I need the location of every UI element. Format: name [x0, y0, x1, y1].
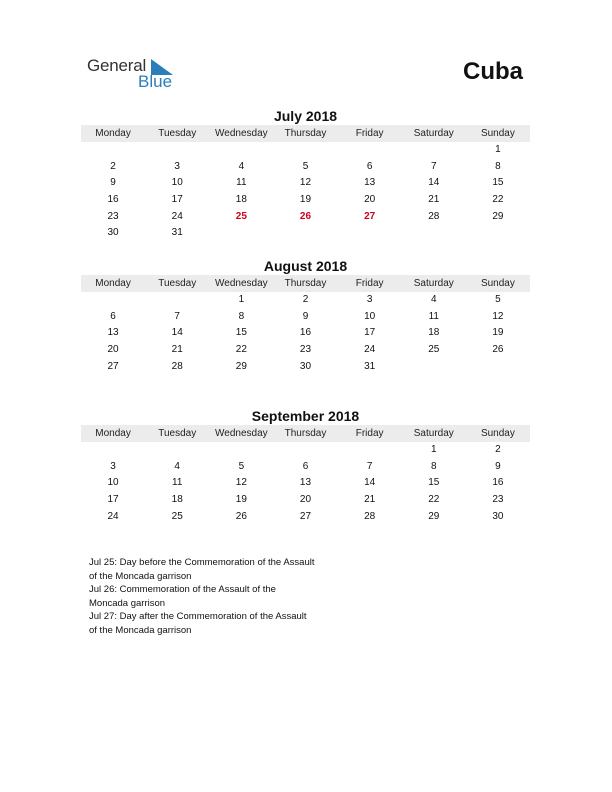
day-cell: 17 [364, 327, 376, 339]
holiday-note-line: of the Moncada garrison [89, 570, 192, 582]
day-cell [466, 225, 530, 242]
day-cell: 3 [366, 294, 373, 305]
day-cell: 6 [366, 160, 373, 172]
day-cell: 29 [235, 360, 247, 372]
day-cell: 22 [492, 194, 504, 206]
logo-general-text: General [87, 56, 147, 75]
weekday-label: Friday [355, 278, 384, 289]
weekday-label: Thursday [284, 428, 327, 439]
week-row [81, 192, 530, 209]
week-row [81, 225, 530, 242]
holiday-note-line: Moncada garrison [89, 597, 166, 609]
week-row [81, 342, 530, 359]
day-cell: 3 [174, 160, 180, 172]
day-cell: 22 [428, 494, 440, 506]
weekday-label: Sunday [480, 428, 515, 439]
day-cell: 16 [299, 327, 312, 339]
holiday-note-line: Jul 27: Day after the Commemoration of the Assault [89, 611, 307, 622]
day-cell [402, 142, 466, 159]
day-cell: 7 [366, 460, 373, 472]
day-cell: 2 [495, 444, 501, 455]
week-row [81, 292, 530, 309]
week-row [81, 509, 530, 526]
holiday-day-cell: 26 [299, 210, 312, 222]
day-cell [209, 225, 273, 242]
day-cell [145, 292, 209, 309]
day-cell: 21 [428, 194, 440, 206]
week-row [81, 359, 530, 376]
day-cell: 7 [174, 310, 180, 322]
day-cell [81, 142, 145, 159]
day-cell [273, 225, 337, 242]
day-cell: 22 [235, 344, 247, 356]
day-cell: 5 [495, 294, 501, 305]
day-cell: 1 [495, 144, 501, 155]
day-cell: 4 [430, 294, 437, 305]
weekday-label: Thursday [284, 278, 327, 289]
week-row [81, 209, 530, 226]
day-cell: 24 [364, 344, 376, 356]
day-cell: 13 [364, 177, 376, 189]
day-cell: 18 [235, 194, 247, 206]
day-cell [402, 359, 466, 376]
week-row [81, 309, 530, 326]
day-cell: 8 [238, 310, 245, 322]
day-cell: 30 [107, 227, 119, 239]
day-cell: 18 [428, 327, 440, 339]
day-cell [81, 292, 145, 309]
day-cell: 11 [236, 177, 247, 189]
day-cell: 12 [299, 177, 312, 189]
weekday-label: Wednesday [215, 128, 268, 139]
day-cell [209, 142, 273, 159]
day-cell: 20 [364, 194, 376, 206]
day-cell: 19 [299, 194, 312, 206]
weekday-label: Saturday [413, 278, 454, 289]
day-cell: 25 [171, 510, 183, 522]
day-cell: 5 [302, 160, 309, 172]
weekday-header [81, 275, 530, 292]
day-cell: 2 [110, 160, 116, 172]
day-cell: 4 [238, 160, 245, 172]
day-cell: 26 [235, 510, 247, 522]
day-cell: 31 [364, 360, 376, 372]
weekday-label: Sunday [480, 128, 515, 139]
day-cell: 25 [428, 344, 440, 356]
weekday-header [81, 125, 530, 142]
week-row [81, 325, 530, 342]
day-cell: 6 [302, 460, 309, 472]
day-cell: 14 [364, 477, 376, 489]
generalblue-logo [87, 56, 197, 92]
holiday-day-cell: 25 [235, 210, 247, 222]
day-cell: 21 [171, 344, 183, 356]
weekday-label: Tuesday [158, 278, 197, 289]
week-row [81, 142, 530, 159]
day-cell: 12 [492, 310, 504, 322]
day-cell: 17 [171, 194, 183, 206]
weekday-label: Monday [95, 428, 131, 439]
month-title: August 2018 [263, 258, 348, 274]
day-cell [81, 442, 145, 459]
day-cell: 11 [172, 477, 183, 489]
day-cell: 19 [235, 494, 247, 506]
day-cell: 5 [238, 460, 245, 472]
day-cell: 9 [495, 460, 501, 472]
day-cell: 20 [299, 494, 312, 506]
weekday-label: Wednesday [215, 278, 268, 289]
day-cell: 21 [364, 494, 376, 506]
weekday-label: Saturday [413, 128, 454, 139]
day-cell [273, 442, 337, 459]
day-cell: 18 [171, 494, 183, 506]
day-cell: 20 [107, 344, 119, 356]
day-cell: 13 [299, 477, 312, 489]
day-cell [338, 442, 402, 459]
month-title: September 2018 [251, 408, 360, 424]
day-cell: 15 [492, 177, 504, 189]
weekday-label: Saturday [413, 428, 454, 439]
weekday-label: Friday [355, 128, 384, 139]
day-cell: 1 [430, 444, 437, 455]
weekday-label: Thursday [284, 128, 327, 139]
day-cell: 10 [364, 310, 376, 322]
day-cell: 27 [299, 510, 312, 522]
day-cell [145, 142, 209, 159]
country-title: Cuba [463, 58, 523, 85]
day-cell [466, 359, 530, 376]
week-row [81, 159, 530, 176]
day-cell: 13 [107, 327, 119, 339]
month-title: July 2018 [273, 108, 338, 124]
day-cell [273, 142, 337, 159]
day-cell: 4 [174, 460, 180, 472]
day-cell: 1 [238, 294, 245, 305]
week-row [81, 459, 530, 476]
day-cell: 6 [110, 310, 116, 322]
holiday-note-line: Jul 26: Commemoration of the Assault of the [89, 584, 276, 595]
month-august [81, 257, 530, 375]
weekday-label: Wednesday [215, 428, 268, 439]
day-cell: 7 [430, 160, 437, 172]
day-cell: 30 [492, 510, 504, 522]
day-cell: 9 [110, 177, 116, 189]
day-cell: 16 [107, 194, 119, 206]
day-cell [402, 225, 466, 242]
day-cell: 28 [171, 360, 183, 372]
holiday-note-line: Jul 25: Day before the Commemoration of the Assault [89, 557, 315, 568]
day-cell: 27 [107, 360, 119, 372]
day-cell: 30 [299, 360, 312, 372]
day-cell: 23 [299, 344, 312, 356]
day-cell: 8 [495, 160, 501, 172]
day-cell: 11 [428, 310, 439, 322]
day-cell: 16 [492, 477, 504, 489]
weekday-header [81, 425, 530, 442]
weekday-label: Tuesday [158, 428, 197, 439]
day-cell: 14 [171, 327, 183, 339]
weekday-label: Sunday [480, 278, 515, 289]
day-cell: 9 [302, 310, 309, 322]
day-cell: 17 [107, 494, 119, 506]
day-cell [338, 225, 402, 242]
day-cell: 29 [492, 210, 504, 222]
day-cell: 23 [107, 210, 119, 222]
week-row [81, 175, 530, 192]
weekday-label: Monday [95, 278, 131, 289]
day-cell: 15 [235, 327, 247, 339]
week-row [81, 475, 530, 492]
day-cell: 14 [428, 177, 440, 189]
day-cell: 2 [302, 294, 309, 305]
weekday-label: Tuesday [158, 128, 197, 139]
week-row [81, 442, 530, 459]
day-cell: 28 [428, 210, 440, 222]
day-cell: 31 [171, 227, 183, 239]
day-cell [145, 442, 209, 459]
logo-blue-text: Blue [138, 72, 173, 91]
day-cell: 3 [110, 460, 116, 472]
day-cell: 29 [428, 510, 440, 522]
day-cell: 15 [428, 477, 440, 489]
day-cell: 24 [107, 510, 119, 522]
month-july [81, 107, 530, 242]
day-cell: 10 [171, 177, 183, 189]
day-cell: 8 [430, 460, 437, 472]
day-cell: 24 [171, 210, 183, 222]
holiday-day-cell: 27 [364, 210, 376, 222]
day-cell: 28 [364, 510, 376, 522]
day-cell: 23 [492, 494, 504, 506]
day-cell: 26 [492, 344, 504, 356]
weekday-label: Friday [355, 428, 384, 439]
week-row [81, 492, 530, 509]
day-cell [338, 142, 402, 159]
day-cell: 19 [492, 327, 504, 339]
day-cell [209, 442, 273, 459]
month-september [81, 407, 530, 525]
day-cell: 10 [107, 477, 119, 489]
day-cell: 12 [235, 477, 247, 489]
weekday-label: Monday [95, 128, 131, 139]
holiday-notes [89, 556, 349, 637]
holiday-note-line: of the Moncada garrison [89, 624, 192, 636]
